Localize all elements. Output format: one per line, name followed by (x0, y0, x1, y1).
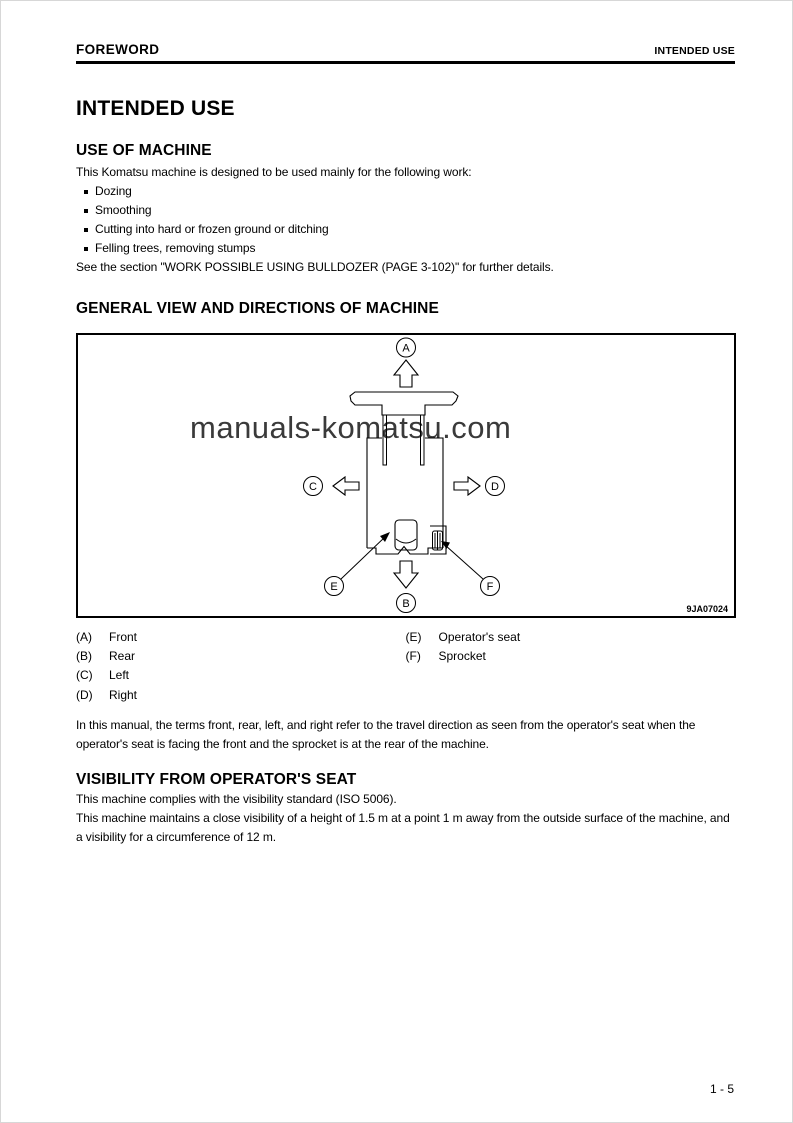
legend-row (76, 628, 406, 647)
page-header (76, 1, 735, 57)
svg-text:C: C (309, 481, 317, 493)
list-item-label: Dozing (95, 184, 132, 198)
legend-column-right (406, 628, 736, 705)
use-of-machine-intro: This Komatsu machine is designed to be used mainly for the following work: (76, 165, 472, 179)
figure-code: 9JA07024 (686, 604, 728, 614)
bullet-icon (84, 209, 88, 213)
bullet-icon (84, 228, 88, 232)
figure-legend (76, 628, 735, 705)
svg-text:F: F (486, 581, 494, 593)
arrow-left-icon (333, 477, 359, 495)
legend-row (406, 628, 736, 647)
header-chapter: FOREWORD (76, 42, 160, 57)
legend-key: (A) (76, 630, 92, 644)
list-item-label: Cutting into hard or frozen ground or ditching (95, 222, 329, 236)
list-item (76, 239, 735, 258)
heading-use-of-machine: USE OF MACHINE (76, 142, 212, 159)
body-outline-left (367, 438, 382, 548)
legend-key: (D) (76, 687, 93, 702)
label-a (397, 338, 416, 357)
machine-direction-diagram (78, 335, 734, 616)
svg-text:E: E (330, 581, 338, 593)
legend-key: (E) (405, 630, 422, 644)
legend-label: Front (109, 630, 138, 644)
arrow-right-icon (454, 477, 480, 495)
svg-text:D: D (491, 481, 499, 493)
bullet-icon (84, 247, 88, 251)
legend-label: Rear (109, 649, 136, 664)
label-c (304, 477, 323, 496)
leader-line-f (441, 541, 483, 579)
header-divider (76, 61, 735, 64)
sprocket (430, 526, 446, 554)
bullet-icon (84, 190, 88, 194)
legend-row (406, 647, 736, 666)
watermark-text: manuals-komatsu.com (190, 410, 512, 445)
legend-label: Sprocket (438, 649, 486, 664)
visibility-line2: This machine maintains a close visibility of a height of 1.5 m at a point 1 m away from the outside surface of the machine, and a visibility for a circumference of 12 m. (76, 810, 730, 844)
arrow-up-icon (394, 360, 418, 387)
arrow-down-icon (394, 561, 418, 588)
operator-seat-cushion (396, 539, 416, 543)
heading-general-view: GENERAL VIEW AND DIRECTIONS OF MACHINE (76, 300, 439, 317)
leader-line-e (341, 532, 390, 579)
legend-label: Operator's seat (438, 630, 521, 644)
list-item (76, 182, 735, 201)
label-d (486, 477, 505, 496)
heading-visibility: VISIBILITY FROM OPERATOR'S SEAT (76, 770, 357, 788)
page-number: 1 - 5 (709, 1082, 734, 1096)
page-title: INTENDED USE (76, 97, 235, 120)
legend-key: (C) (76, 668, 93, 683)
list-item (76, 220, 735, 239)
work-list (76, 182, 735, 258)
svg-text:B: B (402, 598, 410, 610)
legend-column-left (76, 628, 406, 705)
legend-label: Left (109, 668, 130, 683)
label-b (397, 594, 416, 613)
operator-seat (395, 520, 417, 550)
legend-row (76, 647, 406, 666)
legend-row (76, 666, 406, 685)
legend-row (76, 686, 406, 705)
legend-key: (B) (76, 649, 92, 664)
svg-text:A: A (402, 342, 410, 355)
header-section: INTENDED USE (654, 45, 735, 57)
visibility-line1: This machine complies with the visibility standard (ISO 5006). (76, 791, 397, 806)
list-item (76, 201, 735, 220)
directions-note: In this manual, the terms front, rear, left, and right refer to the travel direction as seen from the operator's seat when the operator's seat is facing the front and the sprocket is at the rear of the machine. (76, 717, 696, 751)
list-item-label: Smoothing (95, 203, 152, 217)
label-f (481, 577, 500, 596)
label-e (325, 577, 344, 596)
legend-key: (F) (405, 649, 421, 664)
legend-label: Right (109, 687, 138, 702)
use-of-machine-outro: See the section "WORK POSSIBLE USING BULLDOZER (PAGE 3-102)" for further details. (76, 260, 554, 274)
machine-figure-box (76, 333, 736, 618)
list-item-label: Felling trees, removing stumps (95, 241, 256, 255)
